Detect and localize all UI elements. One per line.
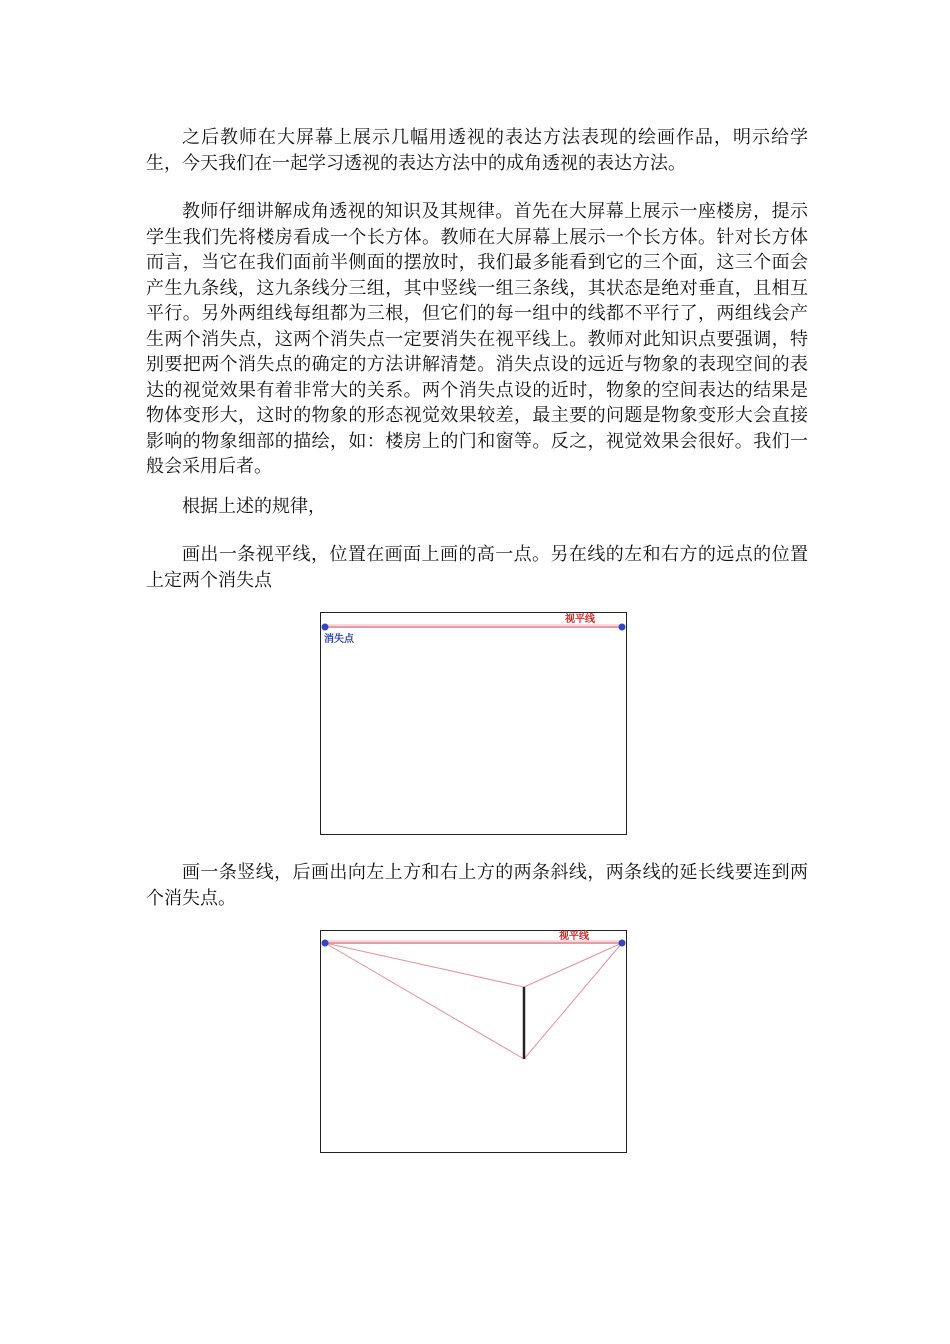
figure-perspective-drawing xyxy=(321,931,628,1154)
paragraph-intro: 之后教师在大屏幕上展示几幅用透视的表达方法表现的绘画作品，明示给学生，今天我们在一起学习透视的表达方法中的成角透视的表达方法。 xyxy=(146,127,808,174)
paragraph-step-horizon: 画出一条视平线，位置在画面上画的高一点。另在线的左和右方的远点的位置上定两个消失点 xyxy=(146,544,808,591)
guide-line-top-left xyxy=(325,943,524,987)
guide-line-top-right xyxy=(524,943,622,987)
vanishing-point-left xyxy=(322,940,329,947)
vanishing-point-left xyxy=(322,624,329,631)
vanishing-point-right xyxy=(619,940,626,947)
paragraph-step-vertical: 画一条竖线，后画出向左上方和右上方的两条斜线，两条线的延长线要连到两个消失点。 xyxy=(146,862,808,909)
figure-horizon-drawing xyxy=(321,613,628,836)
figure-horizon-line xyxy=(320,612,627,835)
paragraph-explanation: 教师仔细讲解成角透视的知识及其规律。首先在大屏幕上展示一座楼房，提示学生我们先将楼房看成一个长方体。教师在大屏幕上展示一个长方体。针对长方体而言，当它在我们面前半侧面的摆放时，我们最多能看到它的三个面，这三个面会产生九条线，这九条线分三组，其中竖线一组三条线，其状态是绝对垂直，且相互平行。另外两组线每组都为三根，但它们的每一组中的线都不平行了，两组线会产生两个消失点，这两个消失点一定要消失在视平线上。教师对此知识点要强调，特别要把两个消失点的确定的方法讲解清楚。消失点设的远近与物象的表现空间的表达的视觉效果有着非常大的关系。两个消失点设的近时，物象的空间表达的结果是物体变形大，这时的物象的形态视觉效果较差，最主要的问题是物象变形大会直接影响的物象细部的描绘，如：楼房上的门和窗等。反之，视觉效果会很好。我们一般会采用后者。 xyxy=(146,201,808,477)
horizon-label: 视平线 xyxy=(565,614,595,625)
vanishing-point-label: 消失点 xyxy=(324,634,354,645)
figure-two-point-perspective xyxy=(320,930,627,1153)
paragraph-rule-lead: 根据上述的规律， xyxy=(182,496,326,517)
horizon-label: 视平线 xyxy=(559,931,589,942)
guide-line-bottom-left xyxy=(325,943,524,1059)
guide-line-bottom-right xyxy=(524,943,622,1059)
vanishing-point-right xyxy=(619,624,626,631)
